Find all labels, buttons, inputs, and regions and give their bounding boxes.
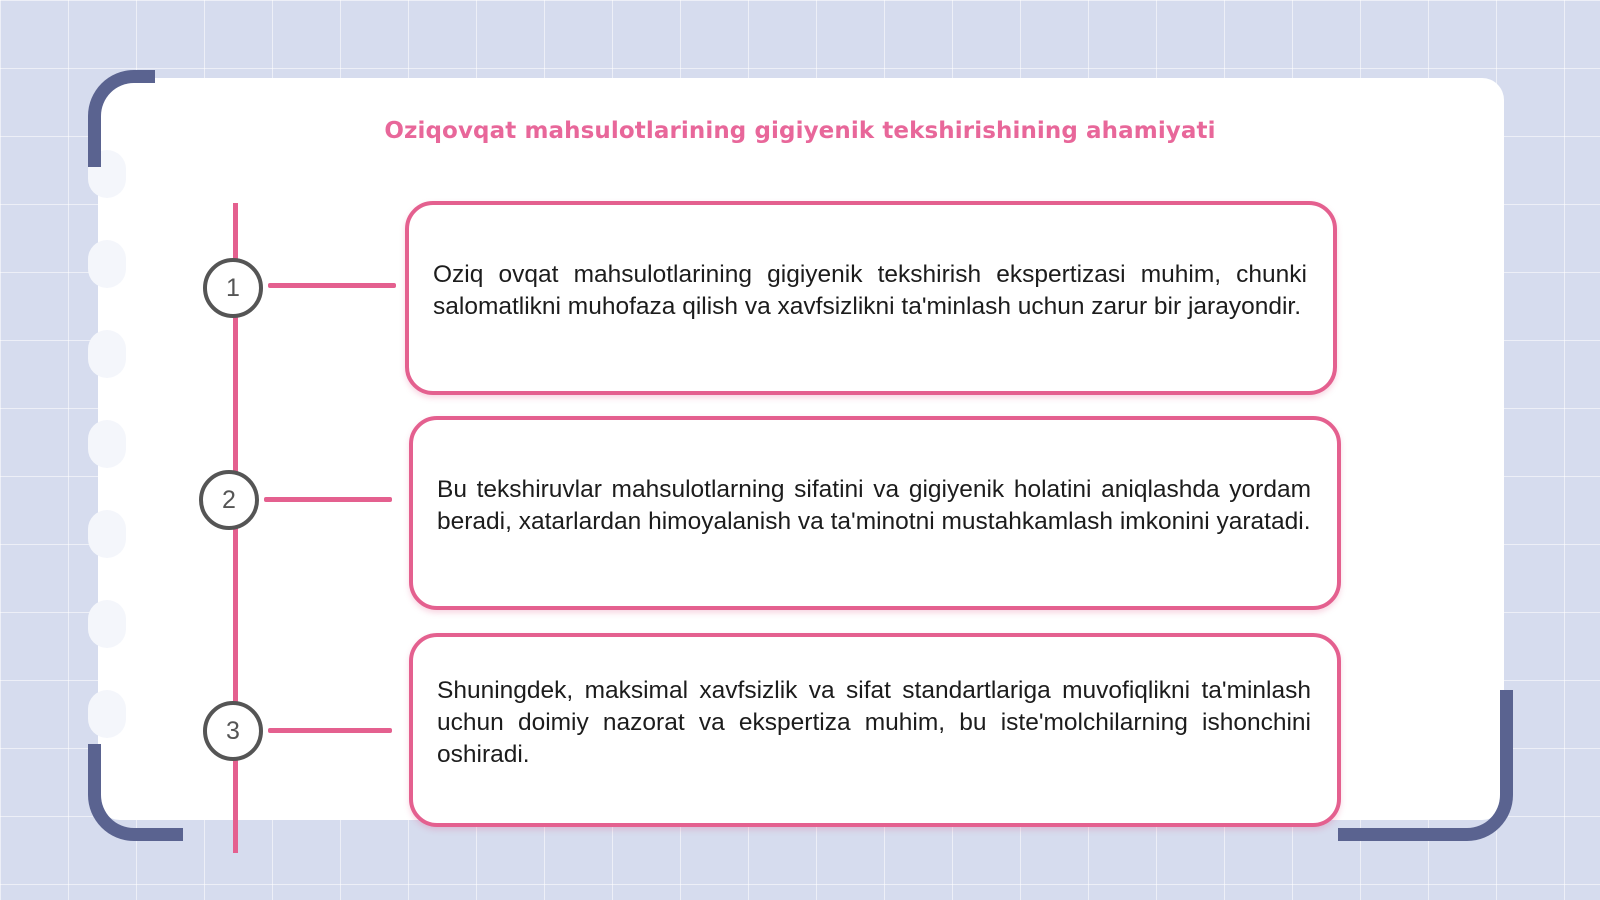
timeline-connector bbox=[268, 283, 396, 288]
paper-edge-bump bbox=[88, 600, 126, 648]
slide-title: Oziqovqat mahsulotlarining gigiyenik tekshirishining ahamiyati bbox=[384, 118, 1216, 144]
timeline-connector bbox=[268, 728, 392, 733]
step-card-3 bbox=[409, 633, 1341, 827]
step-marker-1: 1 bbox=[203, 258, 263, 318]
paper-edge-bump bbox=[88, 240, 126, 288]
paper-edge-bump bbox=[88, 330, 126, 378]
paper-edge-bump bbox=[88, 690, 126, 738]
step-card-1 bbox=[405, 201, 1337, 395]
step-card-text: Oziq ovqat mahsulotlarining gigiyenik tekshirish ekspertizasi muhim, chunki salomatlikni muhofaza qilish va xavfsizlikni ta'minlash uchun zarur bir jarayondir. bbox=[433, 261, 1307, 320]
frame-corner-bottom-right bbox=[1338, 690, 1513, 841]
frame-corner-top-left bbox=[88, 70, 155, 167]
step-card-text: Shuningdek, maksimal xavfsizlik va sifat standartlariga muvofiqlikni ta'minlash uchun doimiy nazorat va ekspertiza muhim, bu iste'molchilarning ishonchini oshiradi. bbox=[437, 677, 1311, 768]
timeline-connector bbox=[264, 497, 392, 502]
paper-edge-bump bbox=[88, 510, 126, 558]
step-card-2 bbox=[409, 416, 1341, 610]
step-marker-3: 3 bbox=[203, 701, 263, 761]
step-marker-2: 2 bbox=[199, 470, 259, 530]
frame-corner-bottom-left bbox=[88, 744, 183, 841]
paper-edge-bump bbox=[88, 420, 126, 468]
step-card-text: Bu tekshiruvlar mahsulotlarning sifatini va gigiyenik holatini aniqlashda yordam beradi, xatarlardan himoyalanish va ta'minotni mustahkamlash imkonini yaratadi. bbox=[437, 476, 1311, 535]
